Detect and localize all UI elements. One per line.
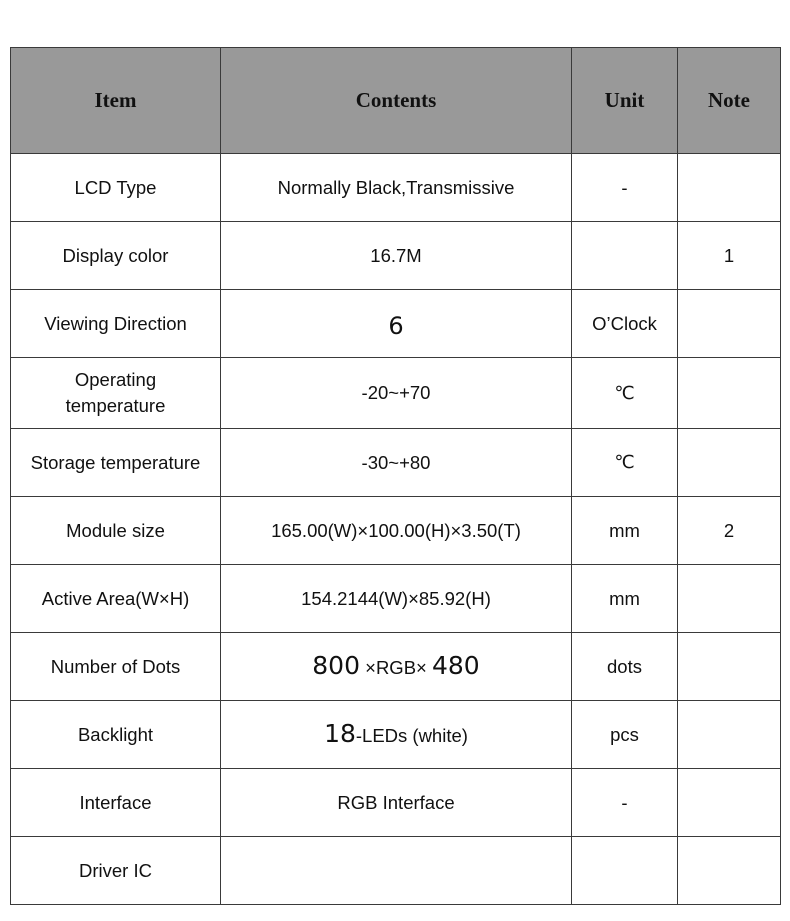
unit-cell: dots (572, 633, 678, 701)
table-row (11, 154, 781, 222)
led-description: -LEDs (white) (355, 724, 468, 746)
table-row (11, 429, 781, 497)
table-row (11, 837, 781, 905)
note-cell (678, 358, 781, 429)
unit-cell: pcs (572, 701, 678, 769)
contents-cell (221, 633, 572, 701)
table-header-row (11, 48, 781, 154)
unit-cell (572, 429, 678, 497)
header-unit: Unit (572, 48, 678, 154)
table-row (11, 358, 781, 429)
viewing-direction-value: 6 (388, 311, 404, 340)
item-cell: Storage temperature (11, 429, 221, 497)
contents-cell: -20~+70 (221, 358, 572, 429)
item-cell: Viewing Direction (11, 290, 221, 358)
contents-cell: -30~+80 (221, 429, 572, 497)
note-cell (678, 565, 781, 633)
item-cell: LCD Type (11, 154, 221, 222)
item-line: Operating (74, 369, 157, 390)
spec-table (10, 47, 781, 905)
unit-cell: - (572, 769, 678, 837)
note-cell (678, 290, 781, 358)
note-cell: 2 (678, 497, 781, 565)
dots-separator: ×RGB× (360, 656, 432, 678)
contents-cell: 165.00(W)×100.00(H)×3.50(T) (221, 497, 572, 565)
item-cell: Active Area(W×H) (11, 565, 221, 633)
table-row (11, 290, 781, 358)
unit-cell: mm (572, 565, 678, 633)
item-cell: Driver IC (11, 837, 221, 905)
led-count: 18 (324, 718, 356, 748)
table-row (11, 222, 781, 290)
item-cell: Number of Dots (11, 633, 221, 701)
contents-cell (221, 701, 572, 769)
note-cell (678, 837, 781, 905)
table-row (11, 497, 781, 565)
table-row (11, 565, 781, 633)
table-row (11, 701, 781, 769)
unit-cell (572, 358, 678, 429)
note-cell: 1 (678, 222, 781, 290)
contents-cell: Normally Black,Transmissive (221, 154, 572, 222)
unit-cell (572, 222, 678, 290)
table-row (11, 769, 781, 837)
unit-cell: - (572, 154, 678, 222)
item-cell: Backlight (11, 701, 221, 769)
item-line: temperature (65, 395, 166, 416)
header-note: Note (678, 48, 781, 154)
contents-cell: 154.2144(W)×85.92(H) (221, 565, 572, 633)
celsius-unit: ℃ (614, 382, 635, 404)
contents-cell: 16.7M (221, 222, 572, 290)
celsius-unit: ℃ (614, 452, 635, 473)
unit-cell: O’Clock (572, 290, 678, 358)
contents-cell (221, 290, 572, 358)
dots-horizontal: 800 (312, 650, 360, 680)
contents-cell (221, 837, 572, 905)
item-cell (11, 358, 221, 429)
unit-cell (572, 837, 678, 905)
dots-vertical: 480 (431, 650, 480, 680)
header-item: Item (11, 48, 221, 154)
note-cell (678, 769, 781, 837)
note-cell (678, 429, 781, 497)
header-contents: Contents (221, 48, 572, 154)
note-cell (678, 154, 781, 222)
item-cell: Module size (11, 497, 221, 565)
note-cell (678, 701, 781, 769)
table-row (11, 633, 781, 701)
unit-cell: mm (572, 497, 678, 565)
item-cell: Interface (11, 769, 221, 837)
contents-cell: RGB Interface (221, 769, 572, 837)
item-cell: Display color (11, 222, 221, 290)
note-cell (678, 633, 781, 701)
